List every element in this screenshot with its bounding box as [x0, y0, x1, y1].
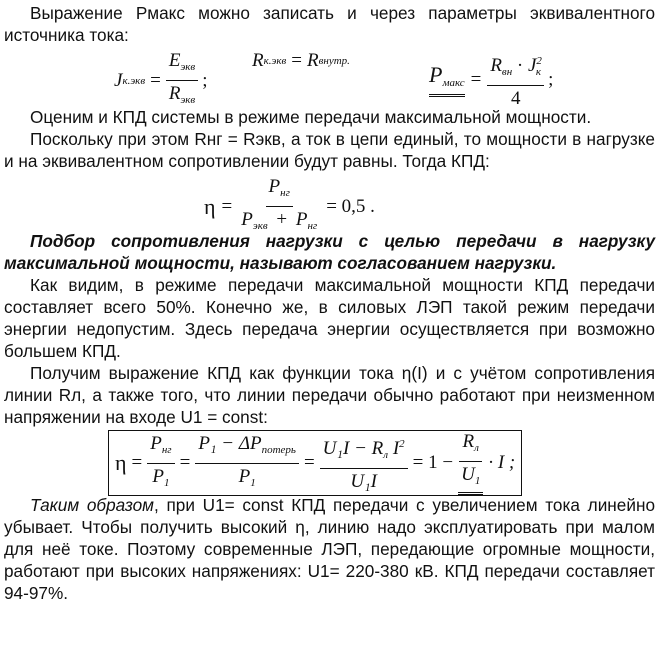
symbol-j: J	[527, 55, 537, 76]
formula-equivalent-source	[4, 46, 655, 109]
subscript-l: л	[474, 442, 479, 454]
subscript-ekv: экв	[180, 61, 196, 73]
paragraph-efficiency-current: Получим выражение КПД как функции тока η(I) и с учётом сопротивления линии Rл, а также того, что линии передачи обычно работают при неизменном напряжении на входе U1 = const:	[4, 363, 655, 427]
underlined-p-max	[429, 61, 465, 97]
symbol-p: P	[295, 209, 308, 230]
fraction-losses	[195, 433, 299, 494]
subscript-1: 1	[250, 476, 256, 489]
symbol-r: R	[252, 50, 264, 71]
fraction-e-over-r	[166, 50, 198, 111]
semicolon: ;	[548, 69, 554, 90]
formula-j-equivalent	[114, 50, 208, 111]
equals-sign: =	[131, 452, 143, 473]
symbol-i: I	[392, 438, 400, 459]
formula-eta-current	[108, 430, 522, 496]
subscript-k-ekv: к.экв	[263, 55, 287, 67]
subscript-k-ekv: к.экв	[122, 74, 146, 87]
denominator-4: 4	[510, 88, 521, 109]
superscript-2: 2	[536, 55, 542, 67]
boxed-formula	[108, 430, 522, 496]
conclusion-lead: Таким образом	[30, 495, 154, 515]
symbol-j: J	[114, 69, 123, 91]
equals-sign: =	[150, 69, 161, 91]
subscript-maks: макс	[442, 76, 465, 89]
equals-sign: =	[291, 50, 302, 71]
subscript-l: л	[383, 449, 389, 461]
superscript-2: 2	[399, 438, 405, 450]
expression-u1i-minus-r: U₁I − R	[322, 438, 384, 459]
result-half: = 0,5 .	[326, 195, 375, 217]
subscript-k: к	[535, 66, 542, 78]
plus-sign: +	[276, 209, 288, 230]
formula-p-max	[429, 50, 553, 110]
symbol-p: P	[241, 209, 253, 230]
fraction-p-max	[487, 50, 544, 110]
symbol-r: R	[168, 83, 181, 104]
subscript-poter: потерь	[261, 443, 296, 456]
equals-sign: =	[303, 452, 315, 473]
expression-u1i: U₁I	[350, 471, 377, 492]
paragraph-matched-load: Поскольку при этом Rнг = Rэкв, а ток в цепи единый, то мощности в нагрузке и на эквивалентном сопротивлении будут равны. Тогда КПД:	[4, 129, 655, 171]
semicolon: ;	[202, 69, 208, 91]
symbol-p: P	[238, 465, 251, 487]
definition-load-matching: Подбор сопротивления нагрузки с целью передачи в нагрузку максимальной мощности, называют согласованием нагрузки.	[4, 231, 655, 273]
symbol-p: P	[150, 432, 162, 454]
paragraph-power-lines: Как видим, в режиме передачи максимальной мощности КПД передачи составляет всего 50%. Конечно же, в силовых ЛЭП такой режим передачи энергии недопустим. Здесь передача энергии осуществляется при возможно большем КПД.	[4, 275, 655, 361]
symbol-e: E	[168, 50, 181, 71]
fraction-voltage-current	[320, 433, 408, 493]
formula-r-equivalent	[252, 50, 350, 72]
symbol-eta: η	[204, 193, 216, 219]
formula-efficiency-half	[4, 172, 655, 230]
subscript-ekv: экв	[252, 220, 268, 232]
subscript-1: 1	[474, 475, 481, 487]
symbol-eta: η	[115, 450, 127, 475]
paragraph-intro: Выражение Рмакс можно записать и через параметры эквивалентного источника тока:	[4, 3, 655, 45]
formula-eta-half	[204, 176, 375, 237]
equals-sign: =	[179, 452, 191, 473]
conclusion-text: , при U1= const КПД передачи с увеличением тока линейно убывает. Чтобы получить высокий η, линию надо эксплуатировать при малом для неё токе. Поэтому современные ЛЭП, передающие огромные мощности, работают при высоких напряжениях: U1= 220-380 кВ. КПД передачи составляет 94-97%.	[4, 495, 655, 603]
symbol-u: U	[461, 464, 475, 485]
page	[4, 2, 655, 604]
fraction-rl-over-u1	[458, 431, 483, 495]
times-i-tail: · I ;	[488, 452, 516, 473]
equals-sign: =	[221, 195, 233, 217]
symbol-p: P	[268, 176, 281, 197]
fraction-eta	[238, 176, 320, 237]
subscript-ng: нг	[280, 187, 290, 199]
symbol-r: R	[490, 55, 502, 76]
one-minus: = 1 −	[412, 452, 454, 473]
symbol-r: R	[462, 431, 475, 452]
subscript-vn: вн	[501, 66, 513, 78]
subscript-vnutr: внутр.	[318, 55, 350, 67]
subscript-1: 1	[163, 476, 170, 489]
symbol-r: R	[307, 50, 319, 71]
paragraph-efficiency-estimate: Оценим и КПД системы в режиме передачи максимальной мощности.	[30, 107, 592, 127]
expression-p1-minus-losses: P₁ − ΔP	[198, 432, 262, 454]
equals-sign: =	[470, 69, 482, 90]
subscript-ng: нг	[161, 443, 172, 456]
formula-efficiency-current	[4, 428, 655, 494]
paragraph-conclusion	[4, 494, 655, 604]
dot-operator: ·	[516, 55, 524, 76]
subscript-ekv: экв	[180, 94, 196, 106]
symbol-p: P	[429, 61, 443, 87]
symbol-p: P	[152, 465, 164, 487]
fraction-p-ng-over-p1	[147, 433, 174, 494]
subscript-ng: нг	[307, 220, 318, 232]
